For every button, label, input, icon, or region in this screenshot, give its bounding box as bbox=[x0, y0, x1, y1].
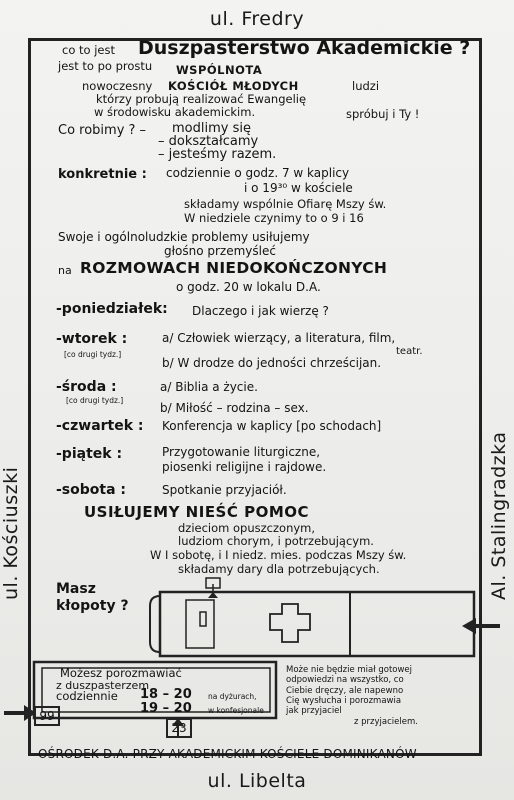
spowiedz-line4-time: 19 – 20 bbox=[140, 701, 192, 716]
problemy-na: na bbox=[58, 264, 72, 277]
schedule-day-wednesday: -środa : bbox=[56, 379, 117, 395]
pomoc-title: USIŁUJEMY NIEŚĆ POMOC bbox=[84, 503, 310, 521]
robimy-item-3: – jesteśmy razem. bbox=[158, 147, 277, 162]
street-right: Al. Stalingradzka bbox=[488, 431, 510, 600]
przyjaciel-line1: Może nie będzie miał gotowej bbox=[286, 665, 413, 675]
spowiedz-line3-post: na dyżurach, bbox=[208, 692, 257, 701]
spowiedz-line3-time: 18 – 20 bbox=[140, 687, 192, 702]
schedule-tuesday-note: [co drugi tydz.] bbox=[64, 350, 122, 359]
schedule-monday-topic: Dlaczego i jak wierzę ? bbox=[192, 304, 329, 318]
robimy-question: Co robimy ? – bbox=[58, 123, 147, 138]
schedule-wednesday-topic-b: b/ Miłość – rodzina – sex. bbox=[160, 401, 309, 415]
problemy-line1: Swoje i ogólnoludzkie problemy usiłujemy bbox=[58, 230, 310, 244]
schedule-tuesday-topic-a-cont: teatr. bbox=[396, 346, 423, 357]
przyjaciel-line3: Ciebie dręczy, ale napewno bbox=[286, 686, 404, 696]
schedule-day-tuesday: -wtorek : bbox=[56, 331, 128, 347]
przyjaciel-line2: odpowiedzi na wszystko, co bbox=[286, 675, 404, 685]
intro-line4: w środowisku akademickim. bbox=[94, 105, 256, 119]
schedule-tuesday-topic-b: b/ W drodze do jedności chrześcijan. bbox=[162, 356, 382, 370]
street-left: ul. Kościuszki bbox=[0, 466, 22, 600]
intro-wspolnota: WSPÓLNOTA bbox=[176, 63, 263, 77]
konkretnie-line4: W niedziele czynimy to o 9 i 16 bbox=[184, 211, 364, 225]
street-top: ul. Fredry bbox=[209, 8, 305, 30]
robimy-item-1: modlimy się bbox=[172, 121, 251, 136]
problemy-line4: o godz. 20 w lokalu D.A. bbox=[176, 280, 321, 294]
schedule-tuesday-topic-a: a/ Człowiek wierzący, a literatura, film, bbox=[162, 331, 396, 345]
schedule-saturday-topic: Spotkanie przyjaciół. bbox=[162, 483, 287, 497]
pomoc-line4: składamy dary dla potrzebujących. bbox=[178, 562, 380, 576]
intro-sprobuj: spróbuj i Ty ! bbox=[346, 107, 420, 121]
masz-line1: Masz bbox=[56, 581, 96, 597]
schedule-friday-topic-2: piosenki religijne i rajdowe. bbox=[162, 460, 327, 474]
robimy-item-2: – dokształcamy bbox=[158, 134, 259, 149]
masz-line2: kłopoty ? bbox=[56, 598, 129, 614]
schedule-day-friday: -piątek : bbox=[56, 446, 123, 462]
pomoc-line3: W I sobotę, i I niedz. mies. podczas Mszy św. bbox=[150, 548, 407, 562]
spowiedz-line3-pre: codziennie bbox=[56, 689, 118, 703]
przyjaciel-line5: jak przyjaciel bbox=[286, 706, 342, 716]
problemy-rozmowy: ROZMOWACH NIEDOKOŃCZONYCH bbox=[80, 259, 388, 277]
spowiedz-line4-post: w konfesjonale bbox=[208, 706, 264, 715]
schedule-thursday-topic: Konferencja w kaplicy [po schodach] bbox=[162, 419, 382, 433]
room-number-bottom: 23 bbox=[166, 718, 192, 738]
intro-koscioł: KOŚCIÓŁ MŁODYCH bbox=[168, 79, 299, 93]
room-number-left: 99 bbox=[34, 706, 60, 726]
intro-question-main: Duszpasterstwo Akademickie ? bbox=[138, 37, 471, 59]
spowiedz-line2: z duszpasterzem bbox=[56, 679, 150, 692]
pomoc-line1: dzieciom opuszczonym, bbox=[178, 521, 316, 535]
schedule-day-monday: -poniedziałek: bbox=[56, 301, 168, 317]
schedule-day-thursday: -czwartek : bbox=[56, 418, 144, 434]
intro-question-pre: co to jest bbox=[62, 43, 115, 57]
intro-line2-pre: nowoczesny bbox=[82, 79, 153, 93]
konkretnie-line1: codziennie o godz. 7 w kaplicy bbox=[166, 166, 350, 180]
schedule-wednesday-topic-a: a/ Biblia a życie. bbox=[160, 380, 258, 394]
konkretnie-line3: składamy wspólnie Ofiarę Mszy św. bbox=[184, 197, 387, 211]
intro-answer-pre: jest to po prostu bbox=[58, 59, 153, 73]
street-bottom: ul. Libelta bbox=[207, 770, 307, 792]
spowiedz-line1: Możesz porozmawiać bbox=[60, 666, 182, 680]
konkretnie-label: konkretnie : bbox=[58, 167, 147, 182]
intro-line2-post: ludzi bbox=[352, 79, 380, 93]
footer-text: OŚRODEK D.A. PRZY AKADEMICKIM KOŚCIELE DOMINIKANÓW bbox=[38, 747, 417, 761]
pomoc-line2: ludziom chorym, i potrzebującym. bbox=[178, 534, 374, 548]
problemy-line2: głośno przemyśleć bbox=[164, 244, 276, 258]
schedule-wednesday-note: [co drugi tydz.] bbox=[66, 396, 124, 405]
schedule-day-saturday: -sobota : bbox=[56, 482, 127, 498]
przyjaciel-line4: Cię wysłucha i porozmawia bbox=[286, 696, 402, 706]
przyjaciel-line6: z przyjacielem. bbox=[354, 717, 418, 727]
schedule-friday-topic-1: Przygotowanie liturgiczne, bbox=[162, 445, 321, 459]
konkretnie-line2: i o 19³⁰ w kościele bbox=[244, 181, 353, 195]
intro-line3: którzy probują realizować Ewangelię bbox=[96, 92, 307, 106]
